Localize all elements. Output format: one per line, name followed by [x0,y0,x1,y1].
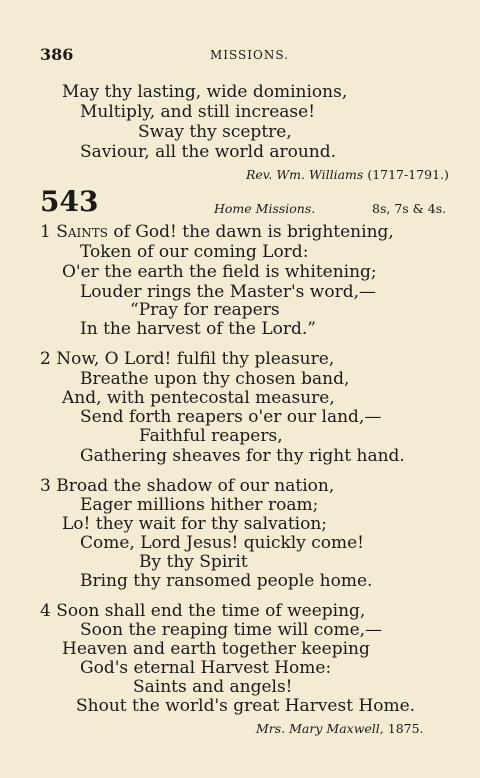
verse-line: Bring thy ransomed people home. [80,571,373,591]
verse-number: 3 [40,476,51,496]
verse-line: In the harvest of the Lord.” [80,319,316,339]
verse-first-text: Now, O Lord! fulfil thy pleasure, [56,349,335,369]
prev-hymn-attribution [246,165,449,185]
verse-line: O'er the earth the field is whitening; [62,262,377,282]
verse-line: Eager millions hither roam; [80,495,319,515]
verse-first-word: Saints [56,222,109,242]
prev-hymn-line: Multiply, and still increase! [80,102,316,122]
hymn-author: Mrs. Mary Maxwell, [256,721,384,736]
hymn-year: 1875. [387,721,424,736]
verse-first-line [40,222,394,242]
verse-first-text: Broad the shadow of our nation, [56,476,335,496]
hymn-meter: 8s, 7s & 4s. [372,201,447,216]
verse-number: 2 [40,349,51,369]
verse-line: Louder rings the Master's word,— [80,282,376,302]
verse-first-line [40,349,334,369]
verse-line: And, with pentecostal measure, [62,388,335,408]
hymn-title: Home Missions. [214,201,316,216]
verse-line: Shout the world's great Harvest Home. [76,696,416,716]
verse-first-line [40,601,365,621]
verse-number: 4 [40,601,51,621]
verse-line: Soon the reaping time will come,— [80,620,383,640]
verse-line: By thy Spirit [139,552,248,572]
verse-first-line [40,476,334,496]
verse-first-rest: of God! the dawn is brightening, [108,222,394,242]
prev-hymn-line: Saviour, all the world around. [80,142,337,162]
page-number: 386 [40,45,74,64]
prev-hymn-line: Sway thy sceptre, [138,122,292,142]
verse-line: Breathe upon thy chosen band, [80,369,350,389]
prev-hymn-dates: (1717-1791.) [367,167,449,182]
verse-line: Token of our coming Lord: [80,242,309,262]
verse-line: Lo! they wait for thy salvation; [62,514,328,534]
verse-number: 1 [40,222,51,242]
section-title: MISSIONS. [210,48,289,62]
verse-line: God's eternal Harvest Home: [80,658,332,678]
verse-line: Send forth reapers o'er our land,— [80,407,382,427]
prev-hymn-line: May thy lasting, wide dominions, [62,82,348,102]
verse-line: Heaven and earth together keeping [62,639,370,659]
hymn-number: 543 [40,185,99,218]
verse-first-text: Soon shall end the time of weeping, [56,601,366,621]
verse-line: Saints and angels! [133,677,293,697]
verse-line: Come, Lord Jesus! quickly come! [80,533,364,553]
prev-hymn-author: Rev. Wm. Williams [246,167,364,182]
verse-line: Gathering sheaves for thy right hand. [80,446,405,466]
verse-line: Faithful reapers, [139,426,283,446]
hymn-attribution [256,719,424,739]
verse-line: “Pray for reapers [130,300,280,320]
